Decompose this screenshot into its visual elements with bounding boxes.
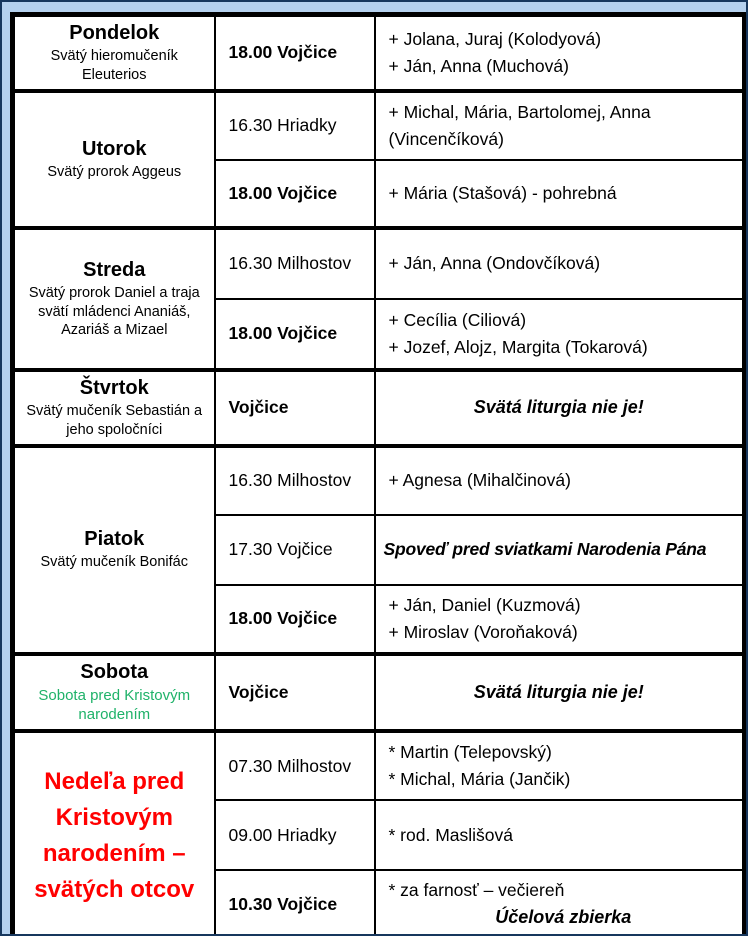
intention-line: + Ján, Daniel (Kuzmová) [388, 594, 581, 615]
intention-line: + Jolana, Juraj (Kolodyová) [388, 28, 602, 49]
time-place-cell: 18.00 Vojčice [215, 585, 375, 654]
time-place-cell: 10.30 Vojčice [215, 870, 375, 936]
table-row [13, 91, 745, 160]
day-cell-nedela [13, 731, 215, 936]
day-title: Sobota [80, 660, 149, 683]
intention-cell [375, 446, 745, 515]
intention-line: + Ján, Anna (Ondovčíková) [388, 253, 601, 274]
intention-cell [375, 515, 745, 585]
intention-cell [375, 370, 745, 446]
liturgy-schedule-table [10, 12, 747, 936]
day-subtitle: Svätý prorok Aggeus [47, 163, 182, 180]
day-title: Streda [83, 258, 146, 281]
time-place-cell: 18.00 Vojčice [215, 299, 375, 370]
intention-cell [375, 15, 745, 91]
day-cell-sobota [13, 654, 215, 731]
intention-line: + Michal, Mária, Bartolomej, Anna (Vincenčíková) [388, 101, 651, 149]
intention-cell [375, 654, 745, 731]
time-place-cell: Vojčice [215, 654, 375, 731]
intention-line: + Agnesa (Mihalčinová) [388, 470, 571, 491]
intention-cell [375, 91, 745, 160]
intention-cell [375, 800, 745, 870]
time-place-cell: 16.30 Hriadky [215, 91, 375, 160]
day-title: Piatok [84, 528, 145, 551]
day-subtitle: Svätý mučeník Bonifác [40, 554, 188, 571]
day-title: Utorok [82, 137, 147, 160]
intention-line: * Martin (Telepovský) [388, 741, 552, 762]
table-row [13, 15, 745, 91]
table-row [13, 370, 745, 446]
special-collection-note: Účelová zbierka [495, 907, 632, 928]
table-row [13, 446, 745, 515]
confession-note: Spoveď pred sviatkami Narodenia Pána [383, 539, 707, 560]
intention-line: + Mária (Stašová) - pohrebná [388, 182, 617, 203]
day-cell-pondelok [13, 15, 215, 91]
time-place-cell: 16.30 Milhostov [215, 228, 375, 299]
table-row [13, 654, 745, 731]
intention-cell [375, 160, 745, 228]
intention-line: + Jozef, Alojz, Margita (Tokarová) [388, 336, 648, 357]
day-subtitle: Svätý mučeník Sebastián a jeho spoločníci [26, 402, 203, 438]
day-cell-streda [13, 228, 215, 370]
time-place-cell: 07.30 Milhostov [215, 731, 375, 800]
time-place-cell: 18.00 Vojčice [215, 15, 375, 91]
time-place-cell: Vojčice [215, 370, 375, 446]
day-subtitle: Svätý prorok Daniel a traja svätí mládenci Ananiáš, Azariáš a Mizael [28, 284, 200, 339]
intention-cell [375, 870, 745, 936]
day-subtitle: Svätý hieromučeník Eleuterios [50, 48, 178, 83]
intention-line: * Michal, Mária (Jančik) [388, 769, 571, 789]
day-cell-stvrtok [13, 370, 215, 446]
day-title: Nedeľa pred Kristovým narodením – svätých otcov [34, 767, 195, 903]
time-place-cell: 18.00 Vojčice [215, 160, 375, 228]
intention-cell [375, 299, 745, 370]
day-subtitle: Sobota pred Kristovým narodením [38, 686, 191, 724]
intention-cell [375, 228, 745, 299]
day-cell-utorok [13, 91, 215, 228]
intention-cell [375, 585, 745, 654]
day-title: Pondelok [69, 22, 160, 44]
time-place-cell: 09.00 Hriadky [215, 800, 375, 870]
time-place-cell: 16.30 Milhostov [215, 446, 375, 515]
day-cell-piatok [13, 446, 215, 654]
day-title: Štvrtok [79, 376, 149, 399]
time-place-cell: 17.30 Vojčice [215, 515, 375, 585]
no-liturgy-note: Svätá liturgia nie je! [473, 397, 644, 418]
intention-line: * rod. Maslišová [388, 824, 513, 845]
table-row [13, 228, 745, 299]
intention-line: * za farnosť – večiereň [388, 880, 565, 901]
intention-line: + Ján, Anna (Muchová) [388, 55, 569, 76]
no-liturgy-note: Svätá liturgia nie je! [473, 681, 644, 702]
table-row [13, 731, 745, 800]
intention-line: + Cecília (Ciliová) [388, 309, 527, 330]
intention-cell [375, 731, 745, 800]
intention-line: + Miroslav (Voroňaková) [388, 621, 578, 642]
